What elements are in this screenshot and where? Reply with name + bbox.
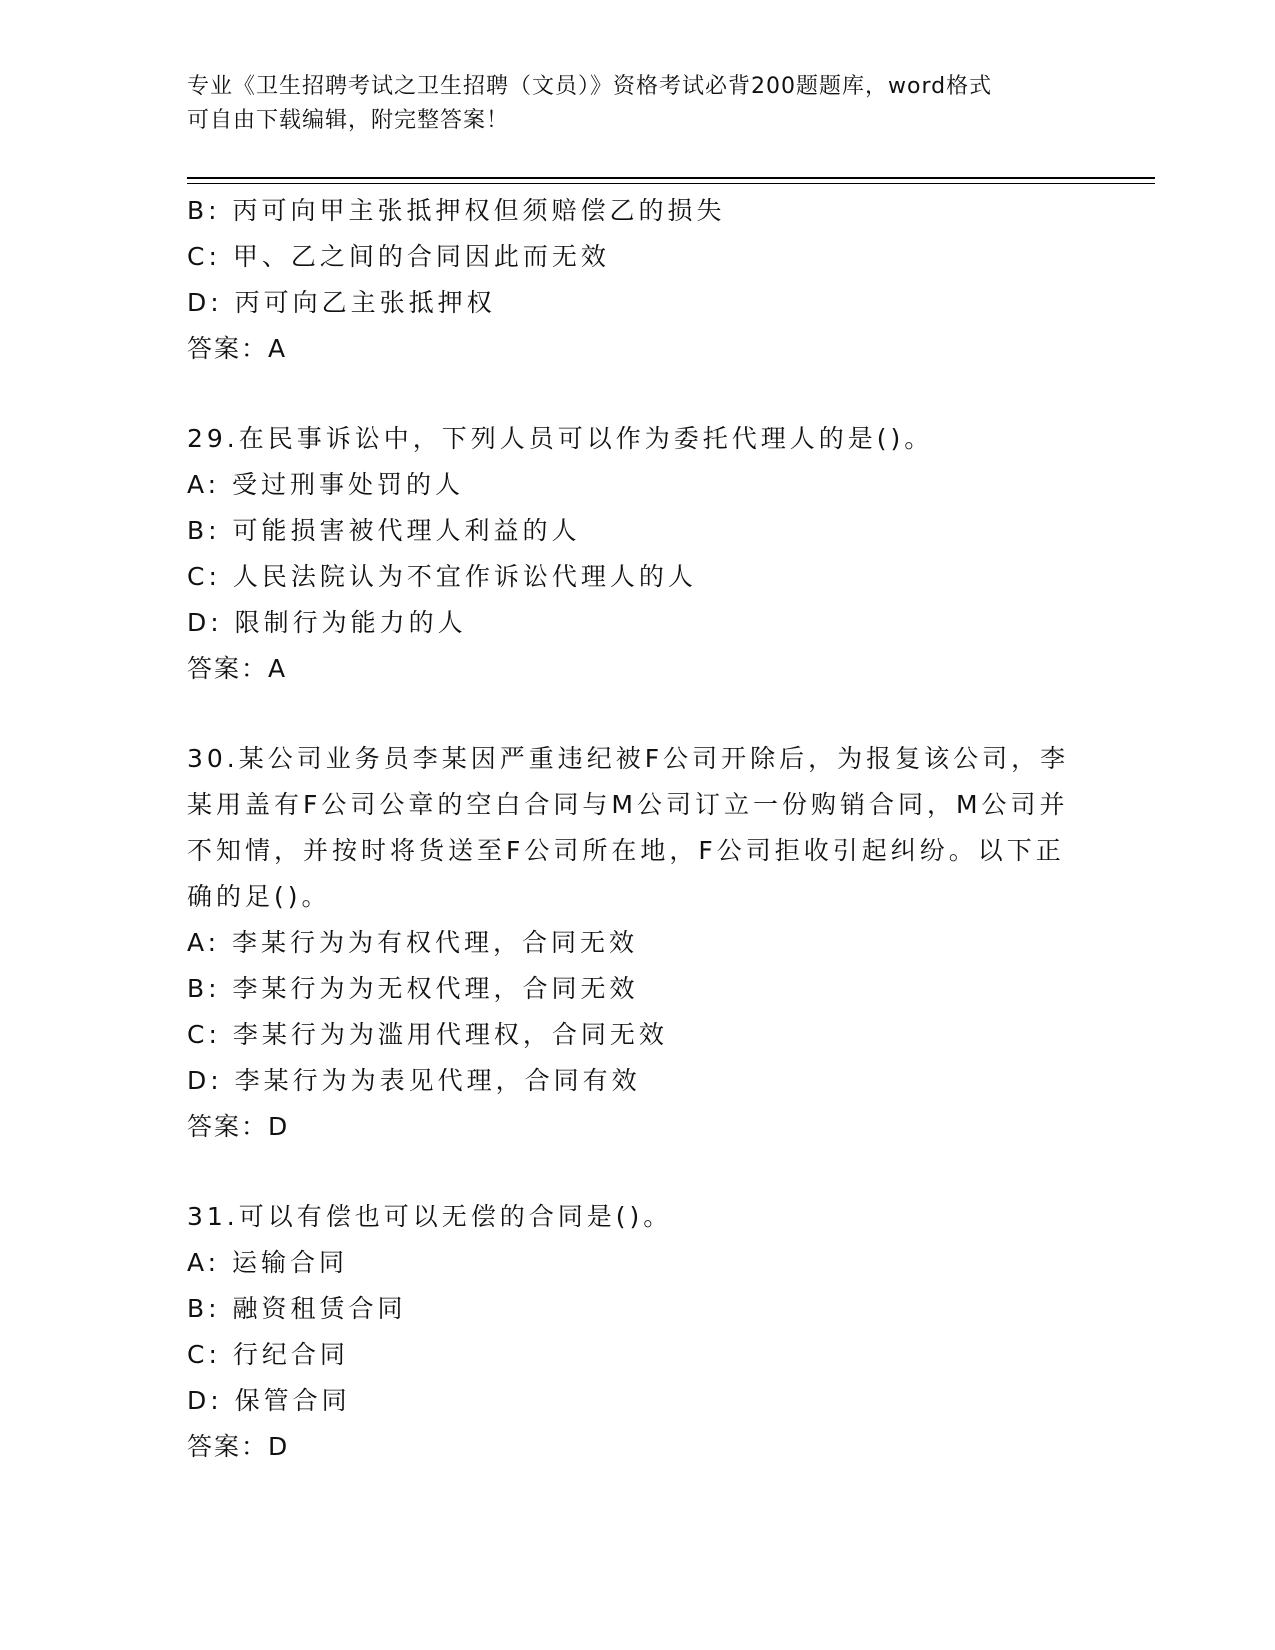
option-c: C: 人民法院认为不宜作诉讼代理人的人 <box>187 562 697 591</box>
option-a: A: 运输合同 <box>187 1248 349 1277</box>
spacer <box>187 372 1087 416</box>
document-body <box>187 188 1087 1470</box>
question-text-line-3: 不知情，并按时将货送至F公司所在地，F公司拒收引起纠纷。以下正 <box>187 836 1065 865</box>
header-title-line-1: 专业《卫生招聘考试之卫生招聘（文员）》资格考试必背200题题库，word格式 <box>187 74 993 99</box>
question-29 <box>187 416 1087 692</box>
answer-line: 答案：A <box>187 334 288 363</box>
question-text-line-1: 30.某公司业务员李某因严重违纪被F公司开除后，为报复该公司，李 <box>187 744 1070 773</box>
option-b: B: 丙可向甲主张抵押权但须赔偿乙的损失 <box>187 196 726 225</box>
question-text: 29.在民事诉讼中，下列人员可以作为委托代理人的是()。 <box>187 424 934 453</box>
option-b: B: 可能损害被代理人利益的人 <box>187 516 581 545</box>
option-d: D: 李某行为为表见代理，合同有效 <box>187 1066 641 1095</box>
option-b: B: 李某行为为无权代理，合同无效 <box>187 974 639 1003</box>
spacer <box>187 692 1087 736</box>
question-30 <box>187 736 1087 1150</box>
option-d: D: 限制行为能力的人 <box>187 608 467 637</box>
option-a: A: 李某行为为有权代理，合同无效 <box>187 928 639 957</box>
previous-question-tail <box>187 188 1087 372</box>
question-text: 31.可以有偿也可以无偿的合同是()。 <box>187 1202 673 1231</box>
header-divider <box>187 177 1155 184</box>
option-c: C: 李某行为为滥用代理权，合同无效 <box>187 1020 668 1049</box>
question-text-line-2: 某用盖有F公司公章的空白合同与M公司订立一份购销合同，M公司并 <box>187 790 1069 819</box>
option-b: B: 融资租赁合同 <box>187 1294 407 1323</box>
answer-line: 答案：D <box>187 1112 290 1141</box>
option-d: D: 丙可向乙主张抵押权 <box>187 288 496 317</box>
header-title-line-2: 可自由下载编辑，附完整答案！ <box>187 108 510 133</box>
option-c: C: 行纪合同 <box>187 1340 349 1369</box>
question-31 <box>187 1194 1087 1470</box>
option-a: A: 受过刑事处罚的人 <box>187 470 465 499</box>
option-c: C: 甲、乙之间的合同因此而无效 <box>187 242 610 271</box>
question-text-line-4: 确的足()。 <box>187 882 331 911</box>
spacer <box>187 1150 1087 1194</box>
answer-line: 答案：D <box>187 1432 290 1461</box>
answer-line: 答案：A <box>187 654 288 683</box>
document-header <box>187 70 1067 138</box>
option-d: D: 保管合同 <box>187 1386 351 1415</box>
